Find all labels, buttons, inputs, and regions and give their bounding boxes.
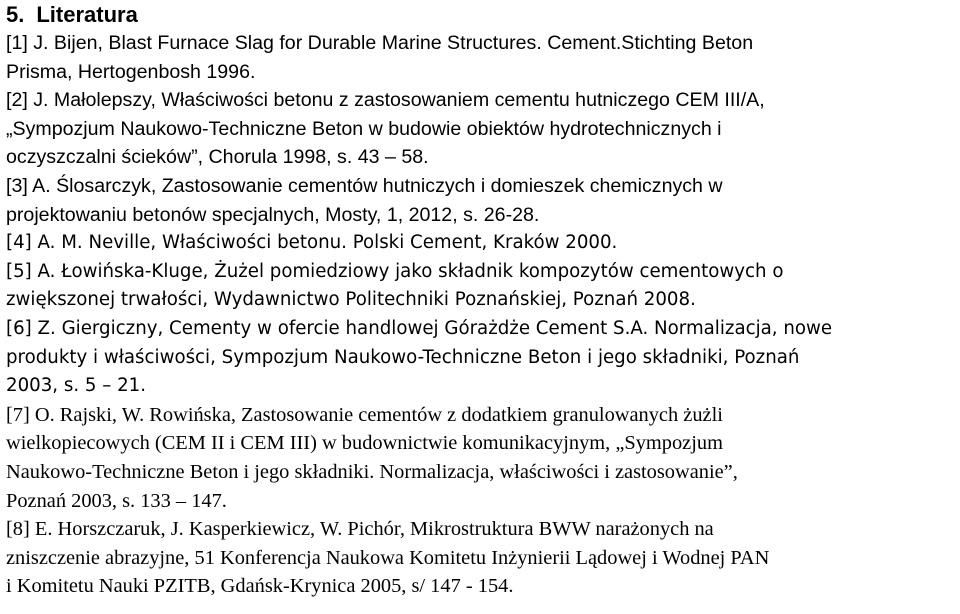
reference-item-2 [6,86,956,172]
reference-line: 2003, s. 5 – 21. [6,375,147,397]
reference-list [6,29,956,601]
reference-line: [3] A. Ślosarczyk, Zastosowanie cementów hutniczych i domieszek chemicznych w [6,174,723,197]
reference-item-1 [6,29,956,86]
reference-line: [5] A. Łowińska-Kluge, Żużel pomiedziowy jako składnik kompozytów cementowych o [6,260,784,282]
reference-line: i Komitetu Nauki PZITB, Gdańsk-Krynica 2005, s/ 147 - 154. [6,575,514,598]
reference-item-3 [6,172,956,229]
reference-line: wielkopiecowych (CEM II i CEM III) w budownictwie komunikacyjnym, „Sympozjum [6,432,723,455]
reference-item-4 [6,229,956,258]
reference-line: [2] J. Małolepszy, Właściwości betonu z zastosowaniem cementu hutniczego CEM III/A, [6,89,765,112]
reference-item-8 [6,515,956,601]
reference-item-5 [6,258,956,315]
reference-item-6 [6,315,956,401]
reference-line: [1] J. Bijen, Blast Furnace Slag for Durable Marine Structures. Cement.Stichting Beton [6,32,754,54]
reference-line: produkty i właściwości, Sympozjum Naukowo-Techniczne Beton i jego składniki, Poznań [6,346,800,368]
reference-line: [6] Z. Giergiczny, Cementy w ofercie handlowej Górażdże Cement S.A. Normalizacja, nowe [6,317,833,339]
reference-line: Poznań 2003, s. 133 – 147. [6,489,227,512]
reference-item-7 [6,401,956,515]
section-heading [6,0,956,29]
reference-line: Prisma, Hertogenbosh 1996. [6,60,256,83]
reference-line: zwiększonej trwałości, Wydawnictwo Politechniki Poznańskiej, Poznań 2008. [6,289,696,311]
reference-line: zniszczenie abrazyjne, 51 Konferencja Naukowa Komitetu Inżynierii Lądowej i Wodnej PAN [6,546,770,569]
reference-line: [8] E. Horszczaruk, J. Kasperkiewicz, W. Pichór, Mikrostruktura BWW narażonych na [6,518,714,541]
reference-line: [4] A. M. Neville, Właściwości betonu. Polski Cement, Kraków 2000. [6,232,618,254]
section-title: Literatura [36,2,138,27]
reference-line: [7] O. Rajski, W. Rowińska, Zastosowanie cementów z dodatkiem granulowanych żużli [6,403,723,426]
section-number: 5. [6,2,25,27]
document-page [6,0,956,601]
reference-line: Naukowo-Techniczne Beton i jego składniki. Normalizacja, właściwości i zastosowanie”, [6,460,738,483]
reference-line: oczyszczalni ścieków”, Chorula 1998, s. 43 – 58. [6,146,429,169]
reference-line: projektowaniu betonów specjalnych, Mosty, 1, 2012, s. 26-28. [6,203,540,226]
reference-line: „Sympozjum Naukowo-Techniczne Beton w budowie obiektów hydrotechnicznych i [6,117,722,140]
